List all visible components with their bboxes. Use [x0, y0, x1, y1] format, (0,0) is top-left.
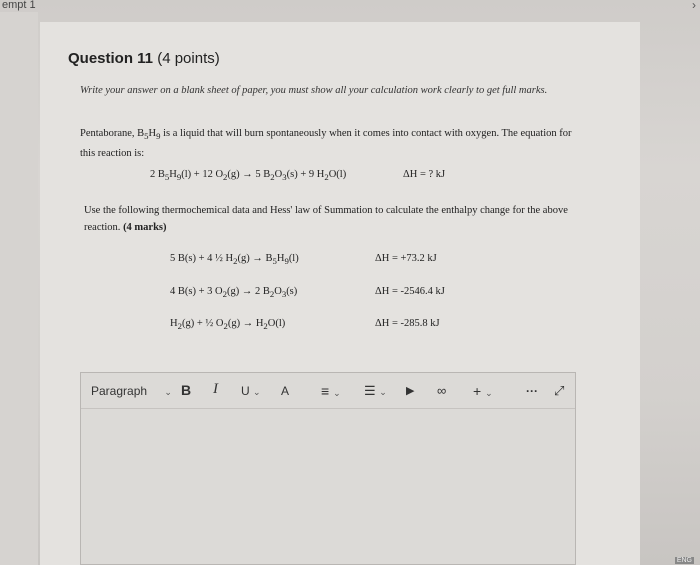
data-reaction-2-enthalpy: ΔH = -2546.4 kJ [375, 286, 445, 297]
data-reaction-1-enthalpy: ΔH = +73.2 kJ [375, 253, 437, 264]
language-indicator: ENG [676, 557, 692, 564]
plus-icon: + [473, 383, 482, 399]
attempt-label: empt 1 [2, 0, 36, 11]
more-icon: ··· [526, 384, 538, 398]
expand-icon: ⤢ [554, 383, 565, 398]
top-bar [0, 0, 700, 10]
link-icon: ∞ [437, 383, 447, 398]
list-button[interactable] [364, 383, 387, 400]
fullscreen-button[interactable] [554, 383, 564, 399]
link-button[interactable] [437, 383, 446, 399]
chevron-down-icon: ⌄ [253, 387, 261, 397]
main-reaction-equation: 2 $B_5H_9(l) + 12$ $O_2(g) \to 5$ $B_2O_3(s) + 9$ $H_2O(l)$ [150, 169, 347, 183]
list-icon: ☰ [364, 383, 376, 398]
main-reaction-enthalpy: ΔH = ? kJ [403, 169, 446, 180]
align-button[interactable] [321, 383, 341, 401]
use-marks: (4 marks) [123, 222, 167, 233]
question-page [40, 22, 640, 565]
italic-button[interactable]: I [213, 381, 218, 397]
answer-content-area[interactable] [81, 410, 575, 565]
more-options-button[interactable] [526, 383, 538, 399]
chevron-down-icon: ⌄ [379, 387, 387, 397]
media-icon: ▶ [406, 385, 415, 397]
data-reaction-2: 4 B(s) + 3 $O_2(g) \to 2$ $B_2O_3(s)$ [170, 286, 298, 300]
chevron-down-icon: ⌄ [485, 388, 493, 398]
answer-editor [80, 372, 576, 565]
data-reaction-3-enthalpy: ΔH = -285.8 kJ [375, 318, 440, 329]
data-reaction-1: 5 B(s) + 4 ½ $H_2(g) \to B_5H_9(l)$ [170, 253, 299, 267]
align-icon: ≡ [321, 383, 330, 399]
editor-toolbar [81, 373, 575, 409]
question-points: (4 points) [157, 50, 220, 67]
data-reaction-3: $H_2(g)$ + ½ $O_2(g) \to H_2O(l)$ [170, 318, 286, 332]
instruction-text: Write your answer on a blank sheet of paper, you must show all your calculation work clearly to get full marks. [80, 85, 548, 96]
insert-button[interactable] [473, 383, 493, 401]
paragraph-style-select[interactable]: Paragraph ⌄ [91, 384, 172, 398]
chevron-down-icon: ⌄ [333, 388, 341, 398]
text-color-icon: A [281, 384, 290, 398]
chevron-right-icon[interactable]: › [692, 0, 696, 12]
use-data-paragraph: Use the following thermochemical data and Hess' law of Summation to calculate the enthalpy change for the above reaction. (4 marks) [84, 205, 568, 233]
text-color-button[interactable] [281, 383, 289, 399]
left-strip [0, 12, 38, 565]
underline-button[interactable]: U ⌄ [241, 384, 261, 398]
intro-paragraph: Pentaborane, $B_5H_9$ is a liquid that will burn spontaneously when it comes into contact with oxygen. The equation for this reaction is: [80, 128, 572, 160]
bold-button[interactable]: B [181, 382, 192, 398]
chevron-down-icon: ⌄ [164, 387, 172, 397]
question-title: Question 11 (4 points) [68, 50, 220, 67]
media-button[interactable] [406, 383, 414, 399]
